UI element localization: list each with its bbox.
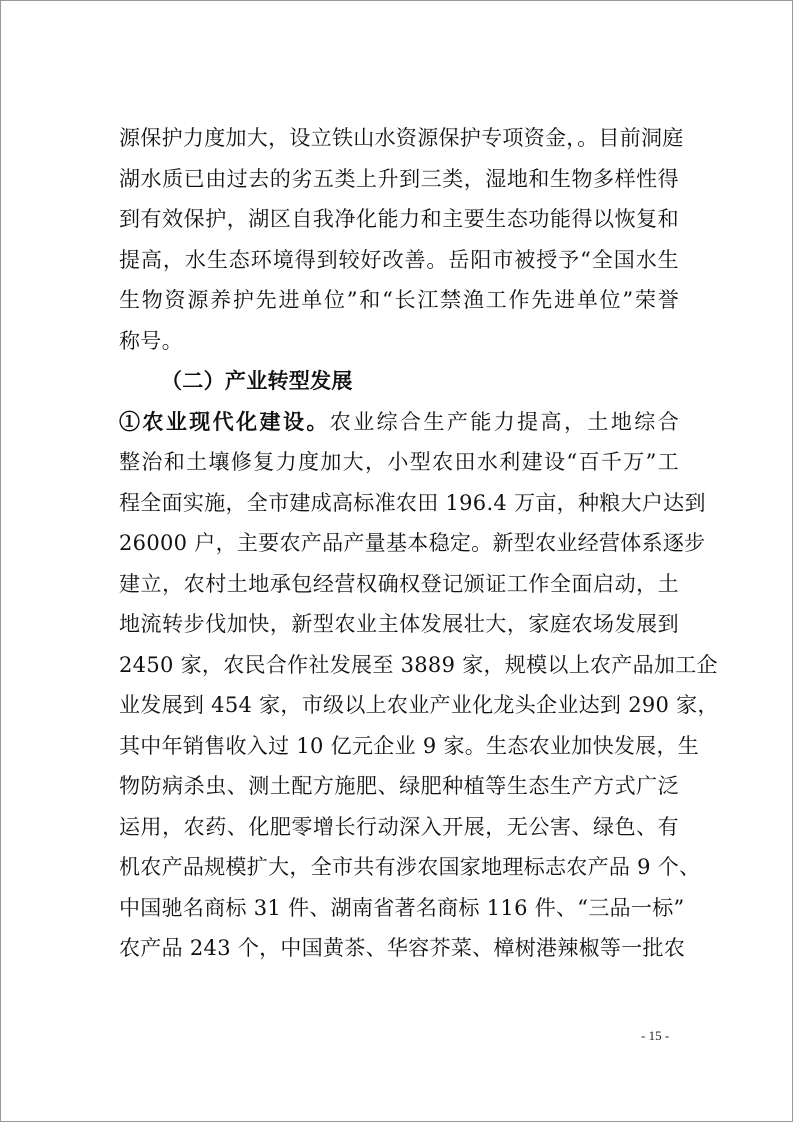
text-line: 物防病杀虫、测土配方施肥、绿肥种植等生态生产方式广泛 (119, 774, 679, 798)
text-line: 生物资源养护先进单位”和“长江禁渔工作先进单位”荣誉 (119, 288, 679, 312)
text-line: 源保护力度加大，设立铁山水资源保护专项资金，。目前洞庭 (119, 126, 684, 150)
text-line: 26000 户，主要农产品产量基本稳定。新型农业经营体系逐步 (119, 531, 706, 555)
text-line: 建立，农村土地承包经营权确权登记颁证工作全面启动，土 (119, 571, 679, 596)
text-line: 程全面实施，全市建成高标准农田 196.4 万亩，种粮大户达到 (119, 490, 706, 515)
text-line: 运用，农药、化肥零增长行动深入开展，无公害、绿色、有 (119, 814, 679, 839)
paragraph-lead-title: ①农业现代化建设。 (119, 408, 330, 434)
paragraph-lead-line (119, 402, 679, 443)
text-line: 整治和土壤修复力度加大，小型农田水利建设“百千万”工 (119, 450, 679, 474)
text-line: 中国驰名商标 31 件、湖南省著名商标 116 件、“三品一标” (119, 895, 685, 920)
section-heading: （二）产业转型发展 (161, 368, 353, 393)
text-line: 湖水质已由过去的劣五类上升到三类，湿地和生物多样性得 (119, 166, 679, 191)
document-body (119, 118, 719, 969)
text-line: 业发展到 454 家，市级以上农业产业化龙头企业达到 290 家， (119, 693, 719, 717)
text-line: 其中年销售收入过 10 亿元企业 9 家。生态农业加快发展，生 (119, 733, 700, 758)
paragraph-lead-rest: 农业综合生产能力提高，土地综合 (329, 409, 679, 434)
text-line: 机农产品规模扩大，全市共有涉农国家地理标志农产品 9 个、 (119, 855, 701, 879)
text-line: 到有效保护，湖区自我净化能力和主要生态功能得以恢复和 (119, 207, 679, 231)
text-line: 称号。 (119, 328, 183, 353)
text-line: 地流转步伐加快，新型农业主体发展壮大，家庭农场发展到 (119, 612, 679, 636)
text-line: 提高，水生态环境得到较好改善。岳阳市被授予“全国水生 (119, 247, 679, 272)
text-line: 2450 家，农民合作社发展至 3889 家，规模以上农产品加工企 (119, 652, 718, 677)
page-number: - 15 - (641, 1028, 670, 1043)
text-line: 农产品 243 个，中国黄茶、华容芥菜、樟树港辣椒等一批农 (119, 936, 686, 960)
